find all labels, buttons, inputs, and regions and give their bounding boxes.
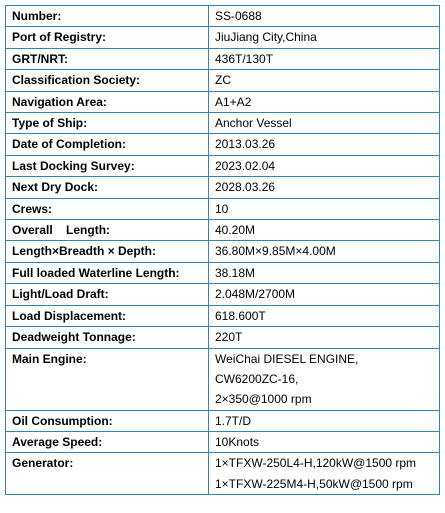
- spec-value-line: 10: [215, 201, 229, 216]
- spec-value-line: 2023.02.04: [215, 158, 276, 173]
- spec-value-line: CW6200ZC-16,: [215, 371, 299, 386]
- spec-value-line: 436T/130T: [215, 51, 274, 66]
- spec-value: [209, 262, 440, 283]
- spec-value-line: 10Knots: [215, 435, 260, 450]
- spec-value: [209, 48, 440, 69]
- spec-label: Main Engine:: [6, 348, 209, 410]
- spec-value: [209, 198, 440, 219]
- spec-value-line: A1+A2: [215, 94, 252, 109]
- spec-value: [209, 70, 440, 91]
- spec-row: [6, 177, 440, 198]
- spec-label: Light/Load Draft:: [6, 284, 209, 305]
- spec-value-line: WeiChai DIESEL ENGINE,: [215, 351, 359, 366]
- spec-label: Overall Length:: [6, 220, 209, 241]
- spec-row: [6, 262, 440, 283]
- spec-value: [209, 348, 440, 410]
- spec-label: Number:: [6, 6, 209, 27]
- spec-value-line: 2028.03.26: [215, 180, 276, 195]
- spec-row: [6, 134, 440, 155]
- spec-value-line: ZC: [215, 73, 231, 88]
- spec-value: [209, 134, 440, 155]
- spec-row: [6, 70, 440, 91]
- spec-value: [209, 305, 440, 326]
- spec-value: [209, 155, 440, 176]
- spec-value-line: SS-0688: [215, 9, 262, 23]
- spec-row: [6, 155, 440, 176]
- spec-row: [6, 284, 440, 305]
- spec-value: [209, 27, 440, 48]
- vessel-spec-sheet: [5, 5, 440, 508]
- spec-label: Load Displacement:: [6, 305, 209, 326]
- spec-row: [6, 113, 440, 134]
- spec-label: Classification Society:: [6, 70, 209, 91]
- spec-label: Oil Consumption:: [6, 410, 209, 431]
- spec-value-line: 220T: [215, 330, 243, 345]
- spec-value-line: 38.18M: [215, 265, 256, 280]
- spec-value: [209, 177, 440, 198]
- spec-value: [209, 410, 440, 431]
- vessel-spec-table: [5, 5, 440, 495]
- spec-row: [6, 348, 440, 410]
- spec-label: Port of Registry:: [6, 27, 209, 48]
- spec-value: [209, 284, 440, 305]
- spec-label: Crews:: [6, 198, 209, 219]
- spec-value-line: 2×350@1000 rpm: [215, 392, 312, 407]
- spec-label: GRT/NRT:: [6, 48, 209, 69]
- spec-row: [6, 327, 440, 348]
- spec-row: [6, 198, 440, 219]
- spec-row: [6, 453, 440, 495]
- spec-label: Last Docking Survey:: [6, 155, 209, 176]
- spec-value: [209, 91, 440, 112]
- spec-value-line: 1×TFXW-225M4-H,50kW@1500 rpm: [215, 476, 413, 491]
- spec-label: Deadweight Tonnage:: [6, 327, 209, 348]
- spec-value-line: 2.048M/2700M: [215, 287, 296, 302]
- spec-value: [209, 453, 440, 495]
- spec-value: [209, 6, 440, 27]
- spec-value-line: 36.80M×9.85M×4.00M: [215, 244, 336, 259]
- spec-table-body: [6, 6, 440, 495]
- spec-label: Full loaded Waterline Length:: [6, 262, 209, 283]
- spec-value-line: Anchor Vessel: [215, 116, 292, 131]
- spec-value: [209, 220, 440, 241]
- spec-label: Type of Ship:: [6, 113, 209, 134]
- spec-label: Average Speed:: [6, 432, 209, 453]
- spec-row: [6, 27, 440, 48]
- spec-value-line: 1.7T/D: [215, 413, 252, 428]
- spec-value-line: 1×TFXW-250L4-H,120kW@1500 rpm: [215, 456, 417, 471]
- spec-label: Navigation Area:: [6, 91, 209, 112]
- spec-value: [209, 241, 440, 262]
- spec-label: Generator:: [6, 453, 209, 495]
- spec-value-line: 618.600T: [215, 308, 266, 323]
- spec-label: Next Dry Dock:: [6, 177, 209, 198]
- spec-label: Date of Completion:: [6, 134, 209, 155]
- spec-row: [6, 432, 440, 453]
- spec-value-line: JiuJiang City,China: [215, 30, 317, 45]
- spec-value-line: 40.20M: [215, 223, 256, 238]
- spec-row: [6, 241, 440, 262]
- spec-value: [209, 113, 440, 134]
- spec-row: [6, 410, 440, 431]
- spec-value: [209, 327, 440, 348]
- spec-row: [6, 48, 440, 69]
- spec-label: Length×Breadth × Depth:: [6, 241, 209, 262]
- spec-value-line: 2013.03.26: [215, 137, 276, 152]
- spec-value: [209, 432, 440, 453]
- spec-row: [6, 6, 440, 27]
- spec-row: [6, 220, 440, 241]
- spec-row: [6, 91, 440, 112]
- spec-row: [6, 305, 440, 326]
